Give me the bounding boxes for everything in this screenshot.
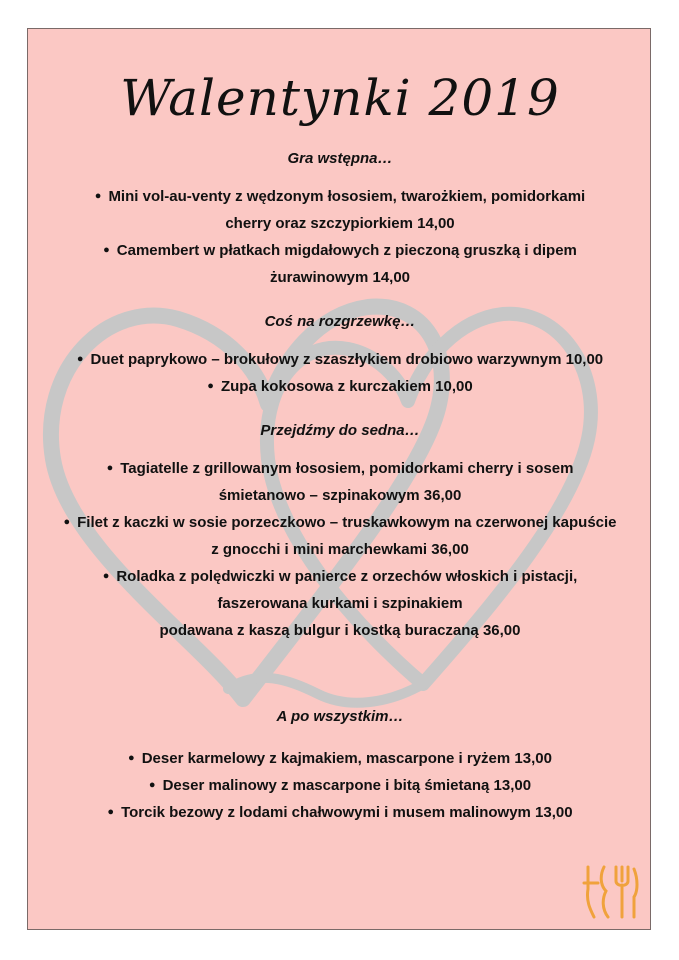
bullet-icon: ● (107, 806, 115, 818)
bullet-icon: ● (148, 779, 156, 791)
list-item-continuation: cherry oraz szczypiorkiem 14,00 (225, 215, 455, 232)
list-item: ● Camembert w płatkach migdałowych z pieczoną gruszką i dipem (103, 242, 577, 259)
list-item-continuation: z gnocchi i mini marchewkami 36,00 (211, 541, 469, 558)
list-item: ● Tagiatelle z grillowanym łososiem, pomidorkami cherry i sosem (106, 460, 574, 477)
list-item: ● Roladka z polędwiczki w panierce z orzechów włoskich i pistacji, (102, 568, 578, 585)
bullet-icon: ● (63, 516, 71, 528)
list-item-continuation: żurawinowym 14,00 (269, 269, 411, 286)
bullet-icon: ● (106, 462, 114, 474)
bullet-icon: ● (207, 380, 214, 392)
list-item: ● Deser karmelowy z kajmakiem, mascarpone i ryżem 13,00 (128, 750, 552, 767)
list-item: ● Filet z kaczki w sosie porzeczkowo – truskawkowym na czerwonej kapuście (63, 514, 617, 531)
bullet-icon: ● (103, 244, 110, 256)
menu-page (27, 28, 651, 930)
page-title: Walentynki 2019 (120, 69, 560, 127)
section-heading: Gra wstępna… (287, 150, 393, 167)
list-item: ● Torcik bezowy z lodami chałwowymi i musem malinowym 13,00 (107, 804, 573, 821)
section-heading: Przejdźmy do sedna… (260, 422, 420, 439)
list-item: ● Zupa kokosowa z kurczakiem 10,00 (207, 378, 473, 395)
bullet-icon: ● (102, 570, 110, 582)
bullet-icon: ● (128, 752, 135, 764)
section-desserts (28, 707, 651, 826)
section-heading: Coś na rozgrzewkę… (264, 313, 416, 330)
list-item-continuation: śmietanowo – szpinakowym 36,00 (218, 487, 462, 504)
list-item: ● Duet paprykowo – brokułowy z szaszłykiem drobiowo warzywnym 10,00 (76, 351, 604, 368)
list-item-continuation: podawana z kaszą bulgur i kostką buraczaną 36,00 (159, 622, 521, 639)
bullet-icon: ● (94, 190, 102, 202)
section-starters (28, 149, 651, 291)
list-item-continuation: faszerowana kurkami i szpinakiem (217, 595, 463, 612)
bullet-icon: ● (76, 353, 84, 365)
section-heading: A po wszystkim… (276, 708, 404, 725)
section-soups (28, 312, 651, 400)
list-item: ● Deser malinowy z mascarpone i bitą śmietaną 13,00 (148, 777, 532, 794)
restaurant-logo-icon (580, 861, 642, 923)
section-mains (28, 421, 651, 644)
list-item: ● Mini vol-au-venty z wędzonym łososiem, twarożkiem, pomidorkami (94, 188, 586, 205)
